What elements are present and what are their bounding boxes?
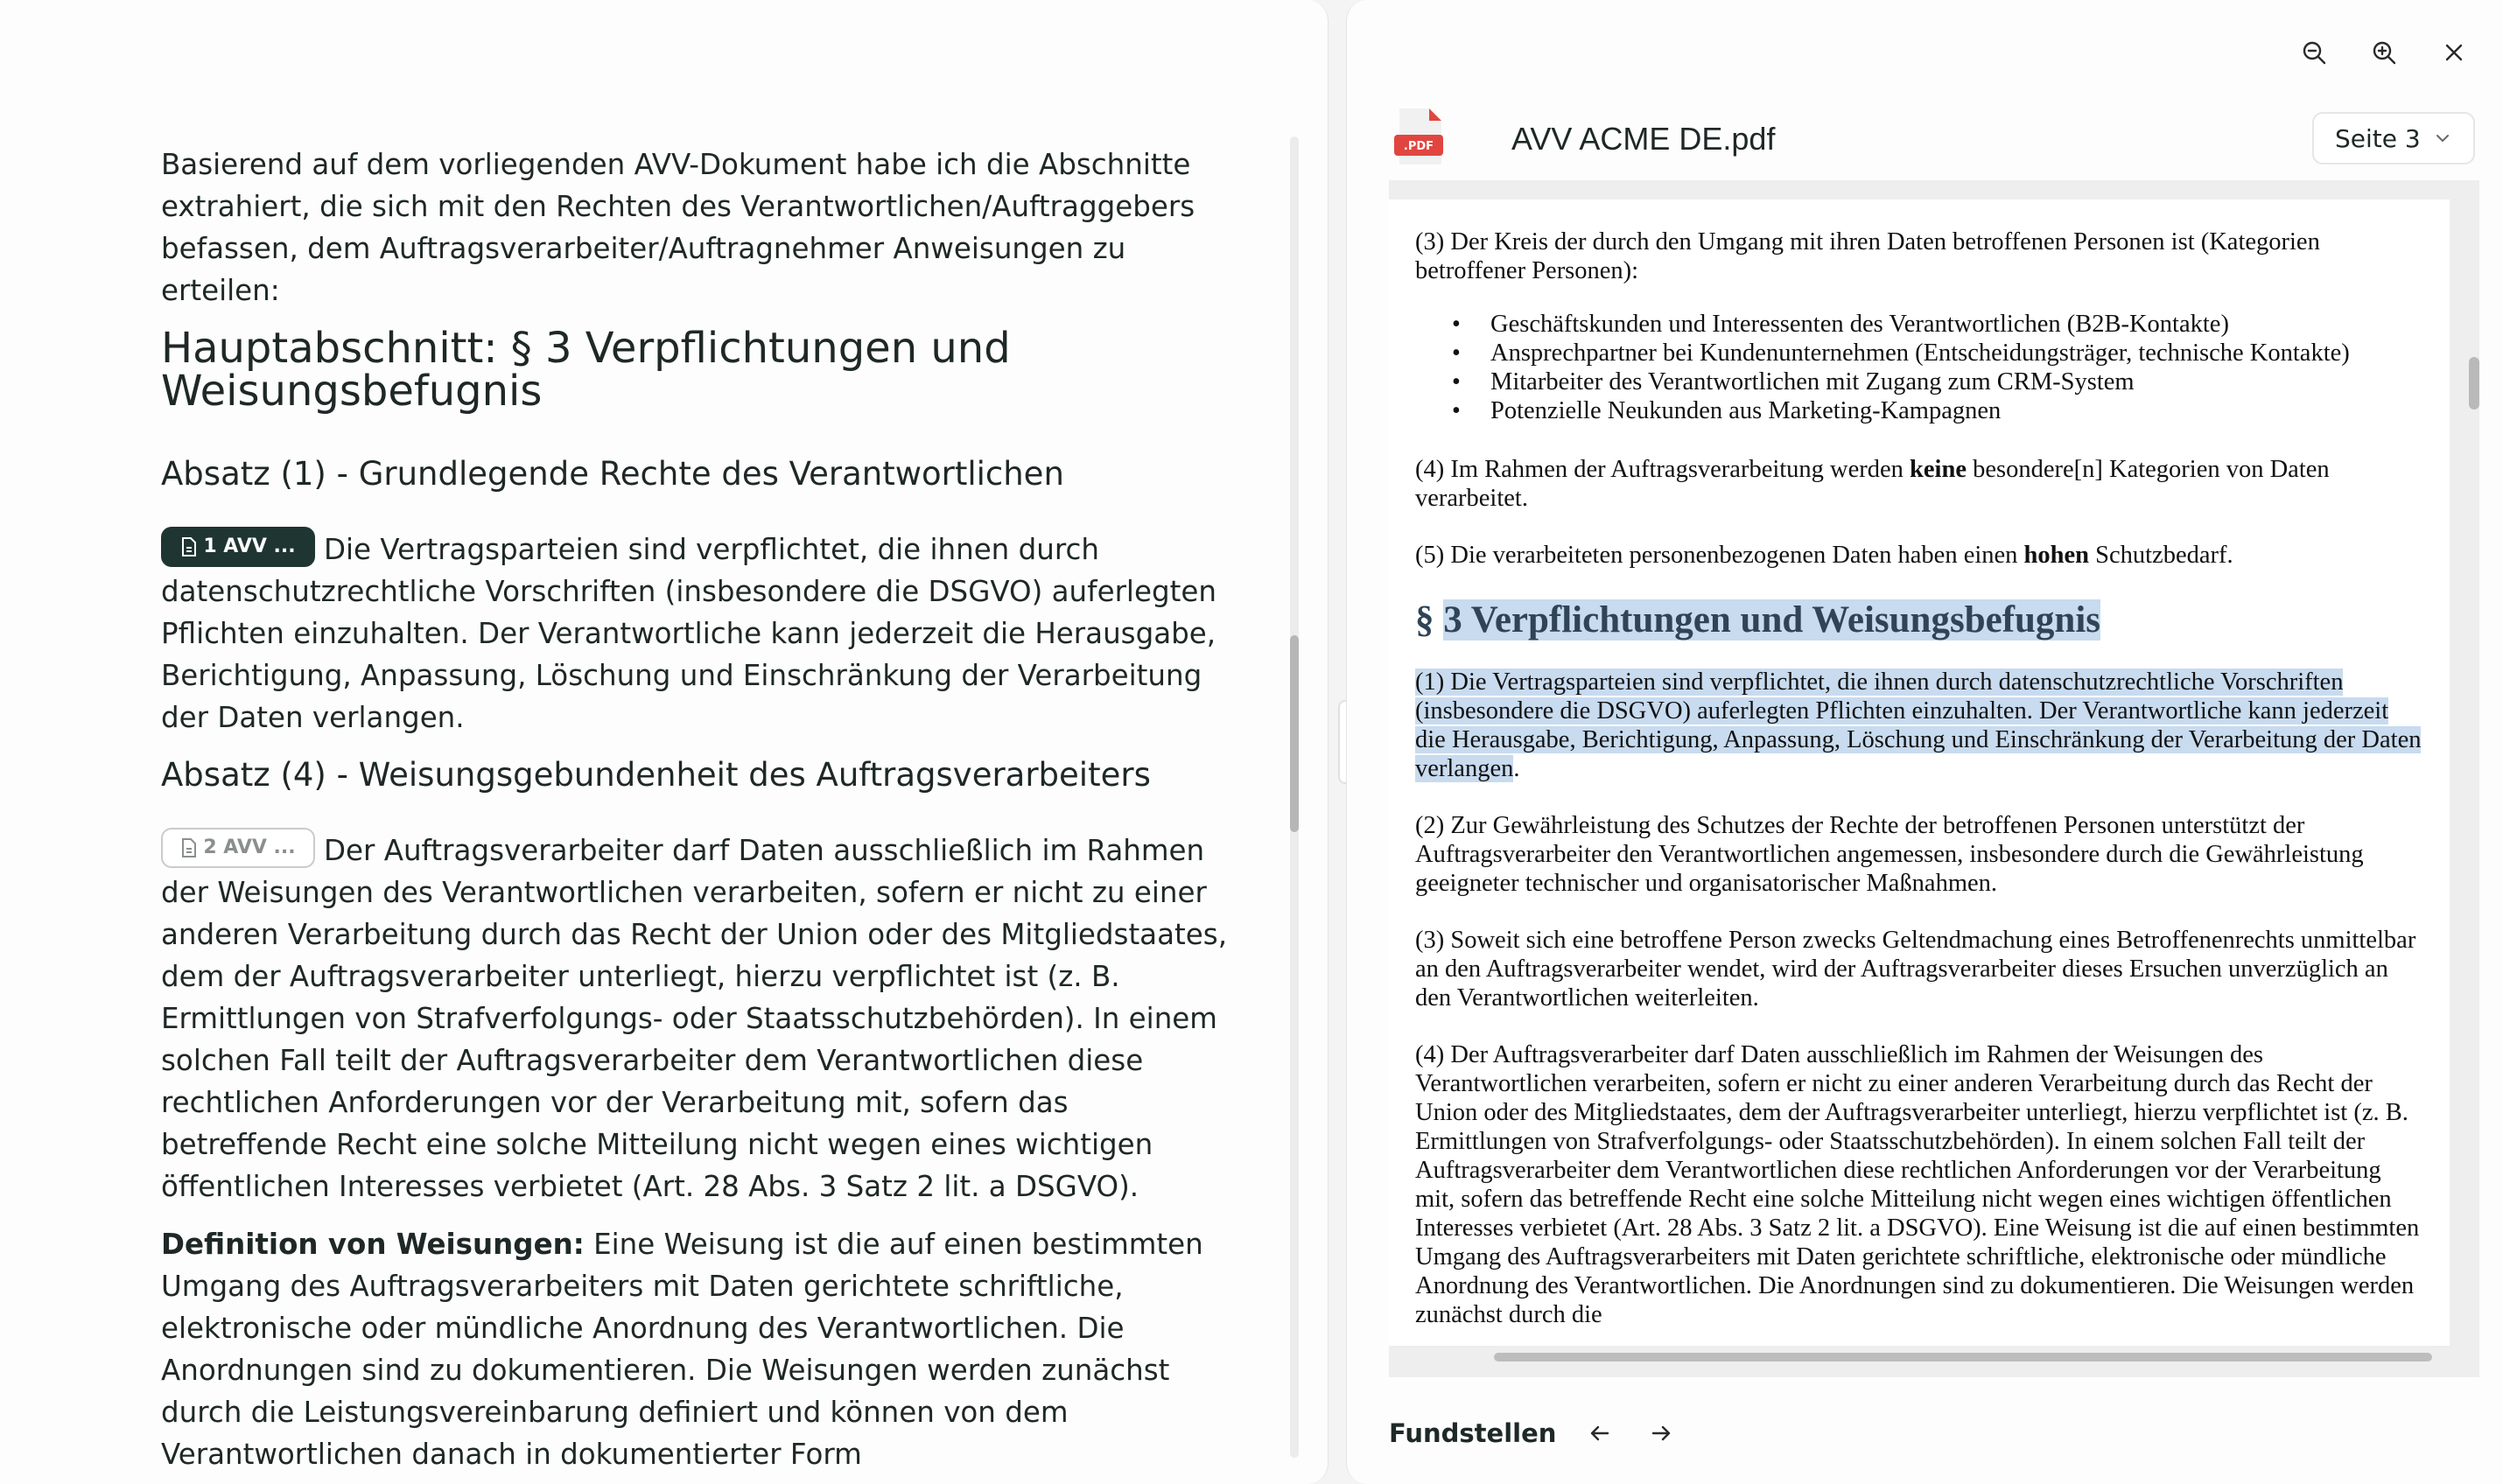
subsection-heading-1: Absatz (1) - Grundlegende Rechte des Verantwortlichen (161, 455, 1064, 493)
pdf-file-icon (1392, 107, 1445, 166)
citation-chip-label: 2 AVV ... (203, 836, 296, 858)
viewer-toolbar (2296, 35, 2471, 70)
pdf-section-sign: § (1415, 599, 1444, 640)
definition-text: Eine Weisung ist die auf einen bestimmten Umgang des Auftragsverarbeiters mit Daten gerichtete schriftliche, elektronische oder mündliche Anordnung des Verantwortlichen. Die Anordnungen sind zu dokumentieren. Die Weisungen werden zunächst durch die Leistungsvereinbarung definiert und können von dem Verantwortlichen danach in dokumentierter Form (161, 1228, 1203, 1471)
chevron-down-icon (2433, 129, 2452, 148)
pdf-viewport[interactable] (1389, 180, 2479, 1377)
pdf-bullet-item: • Potenzielle Neukunden aus Marketing-Kampagnen (1452, 396, 2423, 425)
pdf-header (1392, 107, 2489, 170)
pdf-text: (4) Im Rahmen der Auftragsverarbeitung werden (1415, 456, 1911, 483)
pdf-paragraph-5 (1415, 541, 2423, 570)
pdf-viewer-panel (1346, 0, 2503, 1484)
pdf-section-heading-highlight: 3 Verpflichtungen und Weisungsbefugnis (1443, 599, 2101, 640)
pdf-vertical-scrollbar[interactable] (2469, 357, 2479, 410)
arrow-right-icon (1649, 1421, 1673, 1446)
pdf-page (1389, 200, 2450, 1346)
intro-text: Basierend auf dem vorliegenden AVV-Dokument habe ich die Abschnitte extrahiert, die sich mit den Rechten des Verantwortlichen/Auftraggebers befassen, dem Auftragsverarbeiter/Auftragnehmer Anweisungen zu erteilen: (161, 148, 1195, 307)
pdf-badge-label: .PDF (1403, 140, 1434, 153)
pdf-bullet-item: • Mitarbeiter des Verantwortlichen mit Zugang zum CRM-System (1452, 368, 2423, 396)
pdf-bullet-list (1415, 310, 2423, 425)
zoom-out-icon (2301, 39, 2327, 66)
pdf-file-name: AVV ACME DE.pdf (1511, 121, 1776, 157)
pdf-horizontal-scrollbar[interactable] (1494, 1353, 2432, 1362)
paragraph-1 (161, 527, 1229, 738)
pdf-text: . (1513, 755, 1520, 782)
document-icon (180, 837, 198, 858)
left-scrollbar[interactable] (1290, 136, 1299, 1458)
pdf-highlight: (1) Die Vertragsparteien sind verpflichtet, die ihnen durch datenschutzrechtliche Vorschriften (insbesondere die DSGVO) auferlegten Pflichten einzuhalten. Der Verantwortliche kann jederzeit die Herausgabe, Berichtigung, Anpassung, Löschung und Einschränkung der Verarbeitung der Daten verlangen (1415, 668, 2422, 782)
pdf-bold-text: hohen (2023, 542, 2089, 569)
pdf-section-paragraph-2: (2) Zur Gewährleistung des Schutzes der Rechte der betroffenen Personen unterstützt der Auftragsverarbeiter den Verantwortlichen angemessen, insbesondere durch die Gewährleistung geeigneter technischer und organisatorischer Maßnahmen. (1415, 812, 2364, 897)
pdf-bold-text: keine (1910, 456, 1967, 483)
left-scrollbar-thumb[interactable] (1290, 635, 1299, 832)
citation-navigation (1389, 1416, 1679, 1451)
page-select-value: Seite 3 (2335, 123, 2421, 153)
close-button[interactable] (2436, 35, 2471, 70)
pdf-paragraph-3: (3) Der Kreis der durch den Umgang mit ihren Daten betroffenen Personen ist (Kategorien betroffener Personen): (1415, 228, 2320, 284)
paragraph-2-text: Der Auftragsverarbeiter darf Daten ausschließlich im Rahmen der Weisungen des Verantwortlichen verarbeiten, sofern er nicht zu einer anderen Verarbeitung durch das Recht der Union oder des Mitgliedstaates, dem der Auftragsverarbeiter unterliegt, hierzu verpflichtet ist (z. B. Ermittlungen von Strafverfolgungs- oder Staatsschutzbehörden). In einem solchen Fall teilt der Auftragsverarbeiter dem Verantwortlichen diese rechtlichen Anforderungen vor der Verarbeitung mit, sofern das betreffende Recht eine solche Mitteilung nicht wegen eines wichtigen öffentlichen Interesses verbietet (Art. 28 Abs. 3 Satz 2 lit. a DSGVO). (161, 834, 1228, 1203)
paragraph-1-text: Die Vertragsparteien sind verpflichtet, die ihnen durch datenschutzrechtliche Vorschriften (insbesondere die DSGVO) auferlegten Pflichten einzuhalten. Der Verantwortliche kann jederzeit die Herausgabe, Berichtigung, Anpassung, Löschung und Einschränkung der Verarbeitung der Daten verlangen. (161, 533, 1216, 734)
citation-chip-label: 1 AVV ... (203, 536, 296, 557)
citation-chip-2[interactable] (161, 828, 315, 868)
previous-citation-button[interactable] (1582, 1416, 1617, 1451)
subsection-heading-2: Absatz (4) - Weisungsgebundenheit des Auftragsverarbeiters (161, 756, 1151, 794)
paragraph-2 (161, 828, 1229, 1208)
pdf-text: Schutzbedarf. (2089, 542, 2233, 569)
pdf-section-paragraph-3: (3) Soweit sich eine betroffene Person zwecks Geltendmachung eines Betroffenenrechts unmittelbar an den Auftragsverarbeiter wendet, wird der Auftragsverarbeiter dieses Ersuchen unverzüglich an den Verantwortlichen weiterleiten. (1415, 927, 2416, 1012)
definition-paragraph (161, 1223, 1229, 1475)
document-icon (180, 536, 198, 557)
zoom-in-button[interactable] (2366, 35, 2401, 70)
citation-chip-1[interactable] (161, 527, 315, 567)
pdf-text: besondere[n] Kategorien von Daten verarbeitet. (1415, 456, 2330, 512)
zoom-out-button[interactable] (2296, 35, 2331, 70)
page-select[interactable] (2312, 112, 2475, 164)
close-icon (2443, 41, 2465, 64)
pdf-paragraph-4 (1415, 455, 2423, 513)
answer-content (161, 144, 1229, 1484)
pdf-bullet-item: • Geschäftskunden und Interessenten des Verantwortlichen (B2B-Kontakte) (1452, 310, 2423, 339)
zoom-in-icon (2371, 39, 2397, 66)
definition-label: Definition von Weisungen: (161, 1228, 585, 1261)
section-heading: Hauptabschnitt: § 3 Verpflichtungen und Weisungsbefugnis (161, 324, 1011, 416)
pdf-bullet-item: • Ansprechpartner bei Kundenunternehmen (Entscheidungsträger, technische Kontakte) (1452, 339, 2423, 368)
citations-label: Fundstellen (1389, 1418, 1557, 1448)
pdf-section-heading (1415, 598, 2423, 643)
next-citation-button[interactable] (1644, 1416, 1679, 1451)
pdf-section-paragraph-4: (4) Der Auftragsverarbeiter darf Daten ausschließlich im Rahmen der Weisungen des Verantwortlichen verarbeiten, sofern er nicht zu einer anderen Verarbeitung durch das Recht der Union oder des Mitgliedstaates, dem der Auftragsverarbeiter unterliegt, hierzu verpflichtet ist (z. B. Ermittlungen von Strafverfolgungs- oder Staatsschutzbehörden). In einem solchen Fall teilt der Auftragsverarbeiter dem Verantwortlichen diese rechtlichen Anforderungen vor der Verarbeitung mit, sofern das betreffende Recht eine solche Mitteilung nicht wegen eines wichtigen öffentlichen Interesses verbietet (Art. 28 Abs. 3 Satz 2 lit. a DSGVO). Eine Weisung ist die auf einen bestimmten Umgang des Auftragsverarbeiters mit Daten gerichtete schriftliche, elektronische oder mündliche Anordnung des Verantwortlichen. Die Anordnungen sind zu dokumentieren. Die Weisungen werden zunächst durch die (1415, 1041, 2420, 1328)
pdf-highlighted-paragraph (1415, 668, 2423, 783)
arrow-left-icon (1588, 1421, 1612, 1446)
pdf-text: (5) Die verarbeiteten personenbezogenen Daten haben einen (1415, 542, 2024, 569)
